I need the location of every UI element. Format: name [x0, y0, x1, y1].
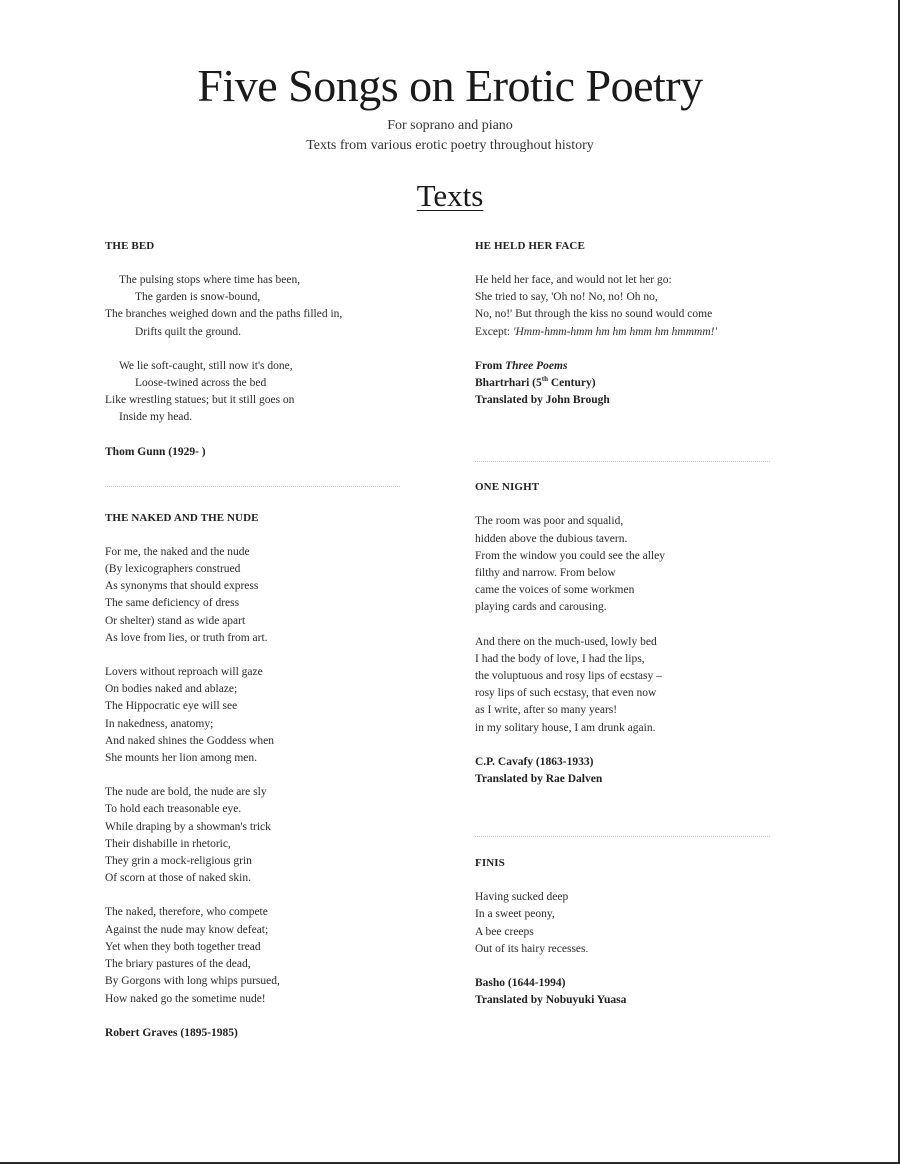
poem-author: C.P. Cavafy (1863-1933): [475, 755, 594, 768]
poem-line: hidden above the dubious tavern.: [475, 532, 628, 545]
poem-line: The nude are bold, the nude are sly: [105, 786, 267, 799]
stanza: [105, 784, 405, 887]
poem-line: Except: 'Hmm-hmm-hmm hm hm hmm hm hmmmm!': [475, 325, 717, 338]
poem-line: Out of its hairy recesses.: [475, 942, 589, 955]
poem-title: THE NAKED AND THE NUDE: [105, 511, 259, 524]
poem-line: Yet when they both together tread: [105, 940, 261, 953]
poem-line: The Hippocratic eye will see: [105, 700, 238, 713]
poem-line: By Gorgons with long whips pursued,: [105, 975, 280, 988]
poem-line: On bodies naked and ablaze;: [105, 683, 238, 696]
poem-translator: Translated by Nobuyuki Yuasa: [475, 994, 627, 1007]
poem-line: Lovers without reproach will gaze: [105, 666, 263, 679]
poem-line: And there on the much-used, lowly bed: [475, 635, 657, 648]
poem-line: While draping by a showman's trick: [105, 820, 271, 833]
poem-line: The garden is snow-bound,: [135, 291, 261, 304]
poem-emphasis: 'Hmm-hmm-hmm hm hm hmm hm hmmmm!': [513, 325, 717, 338]
poem-line: Having sucked deep: [475, 891, 569, 904]
stanza: [105, 358, 405, 427]
poem-author: Bhartrhari (5th Century): [475, 375, 596, 390]
poem-the-bed: [105, 238, 405, 461]
subtitle-source: Texts from various erotic poetry throughout history: [306, 138, 594, 153]
poem-line: Inside my head.: [119, 411, 193, 424]
left-column: [105, 238, 405, 1042]
poem-title: FINIS: [475, 857, 505, 870]
poem-line: The branches weighed down and the paths filled in,: [105, 308, 343, 321]
poem-line: Or shelter) stand as wide apart: [105, 614, 246, 627]
poem-line: The pulsing stops where time has been,: [119, 274, 301, 286]
poem-one-night: [475, 479, 775, 788]
poem-line: The briary pastures of the dead,: [105, 958, 251, 971]
poem-line: In a sweet peony,: [475, 908, 555, 921]
poem-line: playing cards and carousing.: [475, 601, 607, 614]
poem-line: I had the body of love, I had the lips,: [475, 652, 645, 665]
poem-he-held-her-face: [475, 238, 775, 409]
section-divider: [105, 486, 400, 487]
stanza: [475, 889, 775, 958]
section-heading-texts: Texts: [416, 178, 484, 213]
poem-line: As synonyms that should express: [105, 580, 259, 593]
poem-naked-and-nude: [105, 510, 405, 1042]
poem-line: She mounts her lion among men.: [105, 752, 258, 765]
poem-line: The naked, therefore, who compete: [105, 906, 268, 919]
poem-line: Their dishabille in rhetoric,: [105, 837, 231, 850]
poem-author: Thom Gunn (1929- ): [105, 445, 206, 458]
stanza: [105, 272, 405, 341]
poem-source: From Three Poems: [475, 359, 568, 372]
poem-title: ONE NIGHT: [475, 481, 540, 494]
poem-finis: [475, 855, 775, 1009]
poem-line: We lie soft-caught, still now it's done,: [119, 359, 293, 372]
poem-line: as I write, after so many years!: [475, 704, 618, 717]
poem-line: She tried to say, 'Oh no! No, no! Oh no,: [475, 291, 658, 304]
poem-line: Loose-twined across the bed: [135, 377, 267, 390]
poem-line: To hold each treasonable eye.: [105, 803, 242, 816]
poem-line: From the window you could see the alley: [475, 549, 666, 562]
section-divider: [475, 836, 770, 837]
poem-translator: Translated by Rae Dalven: [475, 773, 603, 786]
poem-translator: Translated by John Brough: [475, 394, 610, 407]
stanza: [105, 664, 405, 767]
poem-author: Robert Graves (1895-1985): [105, 1026, 238, 1039]
poem-line: filthy and narrow. From below: [475, 567, 616, 580]
poem-line: Drifts quilt the ground.: [135, 325, 242, 338]
poem-line: The room was poor and squalid,: [475, 515, 624, 528]
poem-line: in my solitary house, I am drunk again.: [475, 721, 656, 734]
poem-title: THE BED: [105, 240, 155, 252]
poem-line: rosy lips of such ecstasy, that even now: [475, 687, 657, 700]
poem-line: They grin a mock-religious grin: [105, 855, 252, 868]
poem-line: the voluptuous and rosy lips of ecstasy –: [475, 670, 662, 683]
right-column: [475, 238, 775, 1009]
poem-line: A bee creeps: [475, 925, 534, 938]
poem-line: (By lexicographers construed: [105, 563, 241, 576]
stanza: [475, 513, 775, 616]
poem-line: Against the nude may know defeat;: [105, 923, 269, 936]
stanza: [105, 904, 405, 1007]
poem-line: Of scorn at those of naked skin.: [105, 872, 251, 885]
poem-line: Like wrestling statues; but it still goes on: [105, 394, 295, 407]
poem-line: came the voices of some workmen: [475, 584, 635, 597]
poem-line: For me, the naked and the nude: [105, 545, 250, 558]
stanza: [475, 272, 775, 341]
stanza: [105, 544, 405, 647]
poem-line: As love from lies, or truth from art.: [105, 631, 268, 644]
poem-line: How naked go the sometime nude!: [105, 992, 266, 1005]
poem-line: In nakedness, anatomy;: [105, 717, 214, 730]
stanza: [475, 634, 775, 737]
page-title: Five Songs on Erotic Poetry: [197, 60, 703, 111]
poem-line: The same deficiency of dress: [105, 597, 240, 610]
poem-author: Basho (1644-1994): [475, 977, 566, 990]
poem-line: No, no!' But through the kiss no sound would come: [475, 308, 713, 321]
section-divider: [475, 461, 770, 462]
poem-title: HE HELD HER FACE: [475, 240, 585, 252]
poem-line: He held her face, and would not let her go:: [475, 274, 672, 286]
subtitle-instrumentation: For soprano and piano: [387, 118, 513, 133]
poem-line: And naked shines the Goddess when: [105, 734, 274, 747]
